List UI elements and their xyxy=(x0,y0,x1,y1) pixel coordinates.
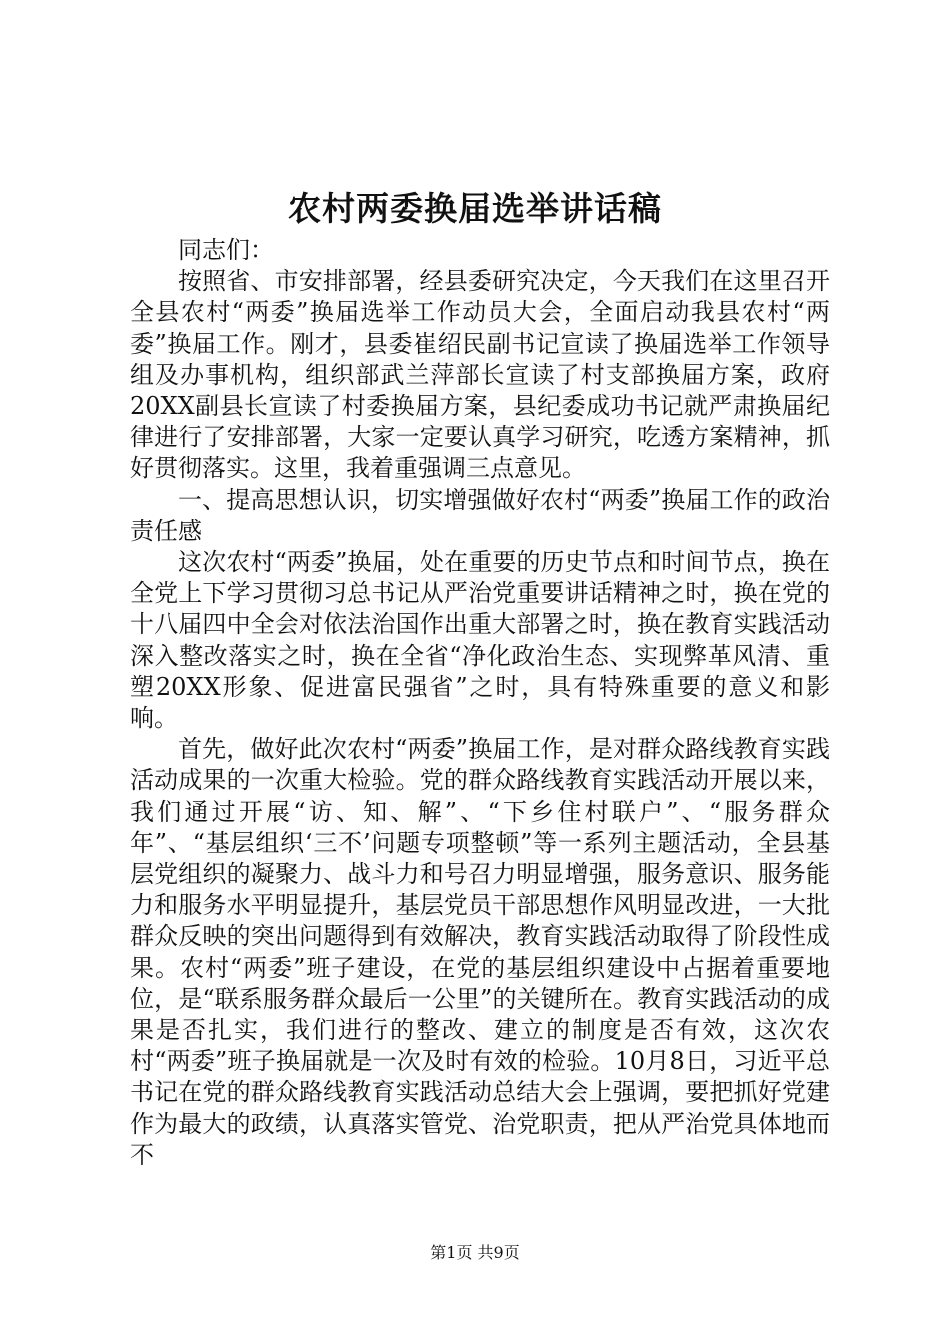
page-footer: 第1页 共9页 xyxy=(430,1243,520,1262)
document-title: 农村两委换届选举讲话稿 xyxy=(288,189,662,228)
section-heading: 一、提高思想认识，切实增强做好农村“两委”换届工作的政治责任感 xyxy=(130,485,830,545)
salutation-paragraph: 同志们： xyxy=(178,236,274,264)
document-body xyxy=(130,235,830,1171)
body-paragraph: 首先，做好此次农村“两委”换届工作，是对群众路线教育实践活动成果的一次重大检验。党的群众路线教育实践活动开展以来，我们通过开展“访、知、解”、“下乡住村联户”、“服务群众年”、“基层组织‘三不’问题专项整顿”等一系列主题活动，全县基层党组织的凝聚力、战斗力和号召力明显增强，服务意识、服务能力和服务水平明显提升，基层党员干部思想作风明显改进，一大批群众反映的突出问题得到有效解决，教育实践活动取得了阶段性成果。农村“两委”班子建设，在党的基层组织建设中占据着重要地位，是“联系服务群众最后一公里”的关键所在。教育实践活动的成果是否扎实，我们进行的整改、建立的制度是否有效，这次农村“两委”班子换届就是一次及时有效的检验。10月8日，习近平总书记在党的群众路线教育实践活动总结大会上强调，要把抓好党建作为最大的政绩，认真落实管党、治党职责，把从严治党具体地而不 xyxy=(130,735,830,1169)
body-paragraph: 按照省、市安排部署，经县委研究决定，今天我们在这里召开全县农村“两委”换届选举工作动员大会，全面启动我县农村“两委”换届工作。刚才，县委崔绍民副书记宣读了换届选举工作领导组及办事机构，组织部武兰萍部长宣读了村支部换届方案，政府20XX副县长宣读了村委换届方案，县纪委成功书记就严肃换届纪律进行了安排部署，大家一定要认真学习研究，吃透方案精神，抓好贯彻落实。这里，我着重强调三点意见。 xyxy=(130,267,830,483)
body-paragraph: 这次农村“两委”换届，处在重要的历史节点和时间节点，换在全党上下学习贯彻习总书记从严治党重要讲话精神之时，换在党的十八届四中全会对依法治国作出重大部署之时，换在教育实践活动深入整改落实之时，换在全省“净化政治生态、实现弊革风清、重塑20XX形象、促进富民强省”之时，具有特殊重要的意义和影响。 xyxy=(130,548,830,733)
